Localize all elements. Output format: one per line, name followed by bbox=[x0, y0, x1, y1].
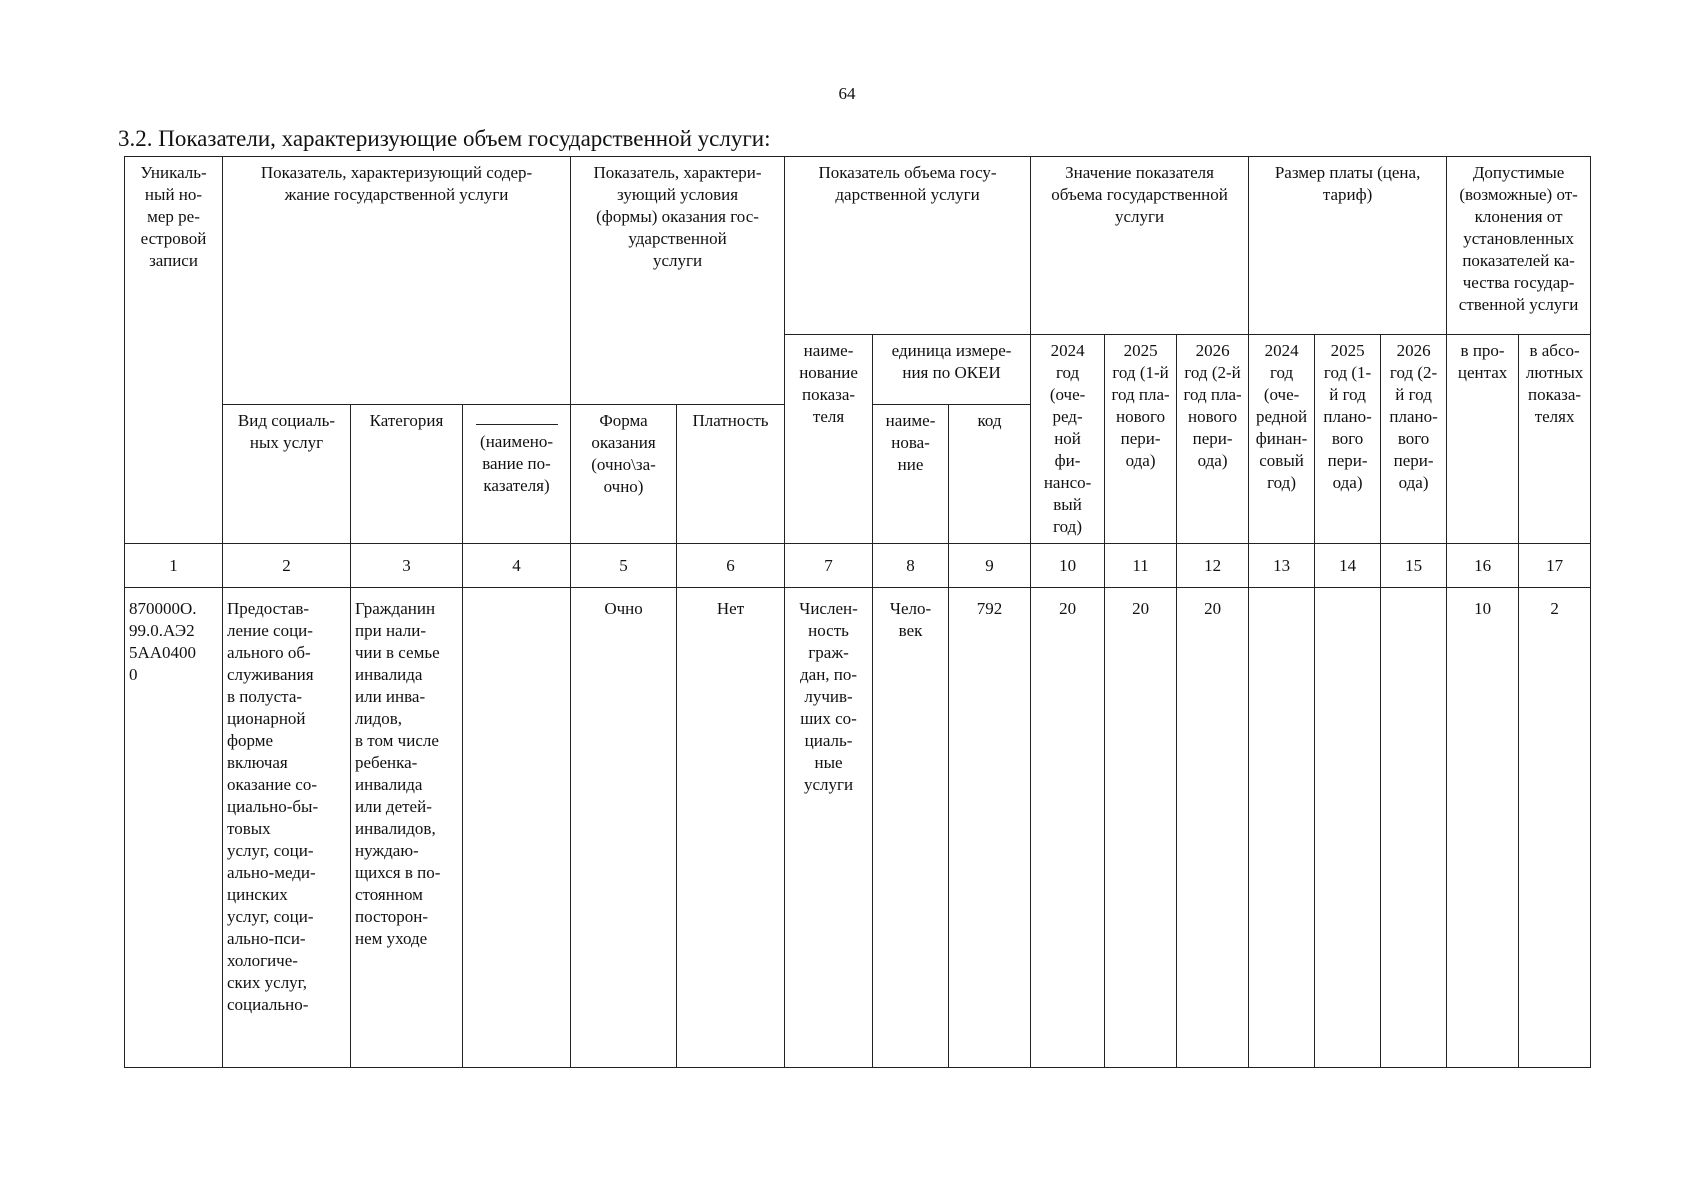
text-line: или детей- bbox=[355, 797, 432, 816]
text-line: нем уходе bbox=[355, 929, 428, 948]
text-line: естровой bbox=[140, 229, 207, 248]
text-line: редной bbox=[1255, 407, 1308, 426]
column-number: 13 bbox=[1249, 544, 1315, 588]
text-line: 0 bbox=[129, 665, 138, 684]
text-line: лидов, bbox=[355, 709, 403, 728]
text-line: ный но- bbox=[144, 185, 203, 204]
volume-indicators-table bbox=[124, 156, 1591, 1068]
text-line: Числен- bbox=[799, 599, 858, 618]
text-line: циаль- bbox=[804, 731, 853, 750]
text-line: 2024 bbox=[1264, 341, 1299, 360]
header-volume-value bbox=[1031, 157, 1249, 335]
text-line: ционарной bbox=[227, 709, 306, 728]
header-deviation-percent bbox=[1447, 335, 1519, 544]
text-line: зующий условия bbox=[616, 185, 739, 204]
cell-payment: Нет bbox=[677, 588, 785, 1068]
header-okei-code bbox=[949, 405, 1031, 544]
text-line: (возможные) от- bbox=[1459, 185, 1578, 204]
text-line: ные bbox=[814, 753, 843, 772]
text-line: й год bbox=[1329, 385, 1366, 404]
text-line: ода) bbox=[1398, 473, 1429, 492]
text-line: й год bbox=[1395, 385, 1432, 404]
text-line: теля bbox=[812, 407, 845, 426]
text-line: нование bbox=[799, 363, 858, 382]
cell-indicator-name bbox=[785, 588, 873, 1068]
text-line: Предостав- bbox=[227, 599, 310, 618]
text-line: мер ре- bbox=[147, 207, 200, 226]
column-number: 2 bbox=[223, 544, 351, 588]
text-line: хологиче- bbox=[227, 951, 298, 970]
text-line: оказания bbox=[591, 433, 656, 453]
text-line: товых bbox=[227, 819, 271, 838]
text-line: (формы) оказания гос- bbox=[596, 207, 759, 226]
text-line: ода) bbox=[1332, 473, 1363, 492]
text-line: ских услуг, bbox=[227, 973, 307, 992]
text-line: включая bbox=[227, 753, 288, 772]
text-line: пери- bbox=[1327, 451, 1368, 470]
text-line: телях bbox=[1534, 407, 1575, 426]
text-line: год bbox=[1055, 363, 1080, 382]
header-payment bbox=[677, 405, 785, 544]
header-service-form bbox=[571, 405, 677, 544]
text-line: Показатель объема госу- bbox=[818, 163, 997, 182]
text-line: 2024 bbox=[1050, 341, 1085, 360]
text-line: казателя) bbox=[483, 476, 550, 496]
header-content-indicator bbox=[223, 157, 571, 405]
text-line: ной bbox=[1054, 429, 1081, 448]
text-line: граж- bbox=[808, 643, 849, 662]
text-line: ния по ОКЕИ bbox=[902, 363, 1001, 382]
text-line: Размер платы (цена, bbox=[1274, 163, 1421, 182]
text-line: циально-бы- bbox=[227, 797, 319, 816]
text-line: год пла- bbox=[1183, 385, 1242, 404]
cell-deviation-absolute: 2 bbox=[1519, 588, 1591, 1068]
text-line: жание государственной услуги bbox=[284, 185, 509, 204]
text-line: Показатель, характеризующий содер- bbox=[260, 163, 533, 182]
text-line: инвалидов, bbox=[355, 819, 436, 838]
header-registry-number bbox=[125, 157, 223, 544]
text-line: объема государственной bbox=[1051, 185, 1228, 204]
text-line: год (2- bbox=[1389, 363, 1438, 382]
text-line: пери- bbox=[1120, 429, 1161, 448]
text-line: плано- bbox=[1389, 407, 1438, 426]
text-line: ред- bbox=[1052, 407, 1083, 426]
text-line: ода) bbox=[1197, 451, 1228, 470]
cell-okei-name bbox=[873, 588, 949, 1068]
text-line: инвалида bbox=[355, 775, 423, 794]
text-line: ление соци- bbox=[227, 621, 313, 640]
text-line: дан, по- bbox=[800, 665, 858, 684]
cell-registry-number bbox=[125, 588, 223, 1068]
text-line: наиме- bbox=[803, 341, 854, 360]
column-number: 8 bbox=[873, 544, 949, 588]
text-line: год) bbox=[1053, 517, 1082, 536]
text-line: 2025 bbox=[1330, 341, 1365, 360]
header-indicator-name bbox=[785, 335, 873, 544]
text-line: ственной услуги bbox=[1458, 295, 1579, 314]
text-line: стоянном bbox=[355, 885, 423, 904]
text-line: дарственной услуги bbox=[835, 185, 980, 204]
header-fee-2024 bbox=[1249, 335, 1315, 544]
text-line: показа- bbox=[801, 385, 856, 404]
text-line: Чело- bbox=[889, 599, 932, 618]
text-line: ального об- bbox=[227, 643, 311, 662]
text-line: ребенка- bbox=[355, 753, 418, 772]
text-line: нова- bbox=[891, 433, 930, 453]
header-category bbox=[351, 405, 463, 544]
header-deviations bbox=[1447, 157, 1591, 335]
header-value-2026 bbox=[1177, 335, 1249, 544]
column-number: 14 bbox=[1315, 544, 1381, 588]
text-line: год пла- bbox=[1111, 385, 1170, 404]
text-line: год (1- bbox=[1323, 363, 1372, 382]
column-number: 6 bbox=[677, 544, 785, 588]
text-line: при нали- bbox=[355, 621, 426, 640]
column-number: 9 bbox=[949, 544, 1031, 588]
header-social-service-type bbox=[223, 405, 351, 544]
text-line: служивания bbox=[227, 665, 314, 684]
cell-value-2024: 20 bbox=[1031, 588, 1105, 1068]
header-condition-indicator bbox=[571, 157, 785, 405]
cell-social-service-type bbox=[223, 588, 351, 1068]
text-line: 870000О. bbox=[129, 599, 197, 618]
header-deviation-absolute bbox=[1519, 335, 1591, 544]
text-line: единица измере- bbox=[891, 341, 1012, 360]
text-line: 2026 bbox=[1396, 341, 1431, 360]
text-line: 5АА0400 bbox=[129, 643, 197, 662]
text-line: показателей ка- bbox=[1462, 251, 1575, 270]
text-line: в том числе bbox=[355, 731, 439, 750]
column-number: 7 bbox=[785, 544, 873, 588]
cell-value-2026: 20 bbox=[1177, 588, 1249, 1068]
text-line: вый bbox=[1053, 495, 1082, 514]
text-line: социально- bbox=[227, 995, 309, 1014]
text-line: показа- bbox=[1528, 385, 1582, 404]
text-line: Гражданин bbox=[355, 599, 436, 618]
cell-category bbox=[351, 588, 463, 1068]
text-line: клонения от bbox=[1474, 207, 1563, 226]
cell-indicator-4 bbox=[463, 588, 571, 1068]
text-line: записи bbox=[149, 251, 198, 270]
text-line: наиме- bbox=[885, 411, 936, 431]
text-line: ных услуг bbox=[249, 433, 324, 453]
text-line: тариф) bbox=[1322, 185, 1373, 204]
text-line: нового bbox=[1188, 407, 1238, 426]
text-line: 2025 bbox=[1123, 341, 1158, 360]
header-fee bbox=[1249, 157, 1447, 335]
header-fee-2026 bbox=[1381, 335, 1447, 544]
column-number: 1 bbox=[125, 544, 223, 588]
text-line: щихся в по- bbox=[355, 863, 441, 882]
text-line: нового bbox=[1116, 407, 1166, 426]
blank-underline bbox=[476, 424, 558, 425]
text-line: плано- bbox=[1323, 407, 1372, 426]
header-value-2025 bbox=[1105, 335, 1177, 544]
text-line: вание по- bbox=[482, 454, 551, 474]
text-line: нуждаю- bbox=[355, 841, 419, 860]
header-okei-unit bbox=[873, 335, 1031, 405]
text-line: год (1-й bbox=[1112, 363, 1169, 382]
text-line: услуг, соци- bbox=[227, 841, 314, 860]
text-line: услуг, соци- bbox=[227, 907, 314, 926]
text-line: пери- bbox=[1393, 451, 1434, 470]
text-line: Значение показателя bbox=[1065, 163, 1214, 182]
text-line: Допустимые bbox=[1472, 163, 1565, 182]
text-line: инвалида bbox=[355, 665, 423, 684]
cell-value-2025: 20 bbox=[1105, 588, 1177, 1068]
text-line: фи- bbox=[1054, 451, 1081, 470]
text-line: в абсо- bbox=[1529, 341, 1580, 360]
header-fee-2025 bbox=[1315, 335, 1381, 544]
cell-service-form: Очно bbox=[571, 588, 677, 1068]
column-number: 10 bbox=[1031, 544, 1105, 588]
cell-fee-2025 bbox=[1315, 588, 1381, 1068]
text-line: ших со- bbox=[800, 709, 857, 728]
column-number: 15 bbox=[1381, 544, 1447, 588]
text-line: лютных bbox=[1525, 363, 1584, 382]
text-line: век bbox=[898, 621, 923, 640]
text-line: (оче- bbox=[1049, 385, 1086, 404]
column-number: 11 bbox=[1105, 544, 1177, 588]
text-line: финан- bbox=[1255, 429, 1308, 448]
table-row bbox=[125, 588, 1591, 1068]
text-line: (оче- bbox=[1263, 385, 1300, 404]
text-line: услуги bbox=[652, 251, 703, 270]
text-line: Уникаль- bbox=[140, 163, 207, 182]
text-line: 2026 bbox=[1195, 341, 1230, 360]
text-line: центах bbox=[1457, 363, 1508, 382]
column-number: 16 bbox=[1447, 544, 1519, 588]
text-line: оказание со- bbox=[227, 775, 318, 794]
column-number: 12 bbox=[1177, 544, 1249, 588]
text-line: цинских bbox=[227, 885, 288, 904]
section-title: 3.2. Показатели, характеризующие объем государственной услуги: bbox=[118, 126, 771, 151]
cell-deviation-percent: 10 bbox=[1447, 588, 1519, 1068]
text-line: посторон- bbox=[355, 907, 429, 926]
header-volume-indicator bbox=[785, 157, 1031, 335]
text-line: вого bbox=[1397, 429, 1430, 448]
text-line: год bbox=[1269, 363, 1294, 382]
text-line: вого bbox=[1331, 429, 1364, 448]
text-line: лучив- bbox=[804, 687, 853, 706]
text-line: Показатель, характери- bbox=[593, 163, 762, 182]
text-line: форме bbox=[227, 731, 274, 750]
text-line: ально-меди- bbox=[227, 863, 316, 882]
cell-okei-code: 792 bbox=[949, 588, 1031, 1068]
text-line: ода) bbox=[1125, 451, 1156, 470]
column-number: 3 bbox=[351, 544, 463, 588]
header-indicator-blank bbox=[463, 405, 571, 544]
text-line: Категория bbox=[369, 411, 444, 431]
text-line: ность bbox=[808, 621, 849, 640]
text-line: услуги bbox=[803, 775, 854, 794]
text-line: в про- bbox=[1460, 341, 1505, 360]
text-line: (очно\за- bbox=[591, 455, 656, 475]
text-line: установленных bbox=[1463, 229, 1574, 248]
text-line: или инва- bbox=[355, 687, 426, 706]
text-line: ально-пси- bbox=[227, 929, 306, 948]
page-number: 64 bbox=[838, 84, 856, 103]
column-number: 17 bbox=[1519, 544, 1591, 588]
column-number: 5 bbox=[571, 544, 677, 588]
text-line: 99.0.АЭ2 bbox=[129, 621, 195, 640]
text-line: Платность bbox=[692, 411, 769, 431]
text-line: нансо- bbox=[1043, 473, 1092, 492]
text-line: в полуста- bbox=[227, 687, 303, 706]
text-line: пери- bbox=[1192, 429, 1233, 448]
text-line: год (2-й bbox=[1184, 363, 1241, 382]
text-line: (наимено- bbox=[480, 432, 553, 452]
text-line: чии в семье bbox=[355, 643, 440, 662]
text-line: совый bbox=[1259, 451, 1304, 470]
header-okei-name bbox=[873, 405, 949, 544]
text-line: год) bbox=[1267, 473, 1296, 492]
cell-fee-2024 bbox=[1249, 588, 1315, 1068]
cell-fee-2026 bbox=[1381, 588, 1447, 1068]
text-line: услуги bbox=[1115, 207, 1165, 226]
text-line: код bbox=[977, 411, 1002, 431]
text-line: ударственной bbox=[628, 229, 727, 248]
text-line: Вид социаль- bbox=[237, 411, 336, 431]
header-value-2024 bbox=[1031, 335, 1105, 544]
text-line: чества государ- bbox=[1462, 273, 1575, 292]
text-line: Форма bbox=[599, 411, 648, 431]
text-line: очно) bbox=[603, 477, 644, 497]
text-line: ние bbox=[897, 455, 924, 475]
column-number: 4 bbox=[463, 544, 571, 588]
